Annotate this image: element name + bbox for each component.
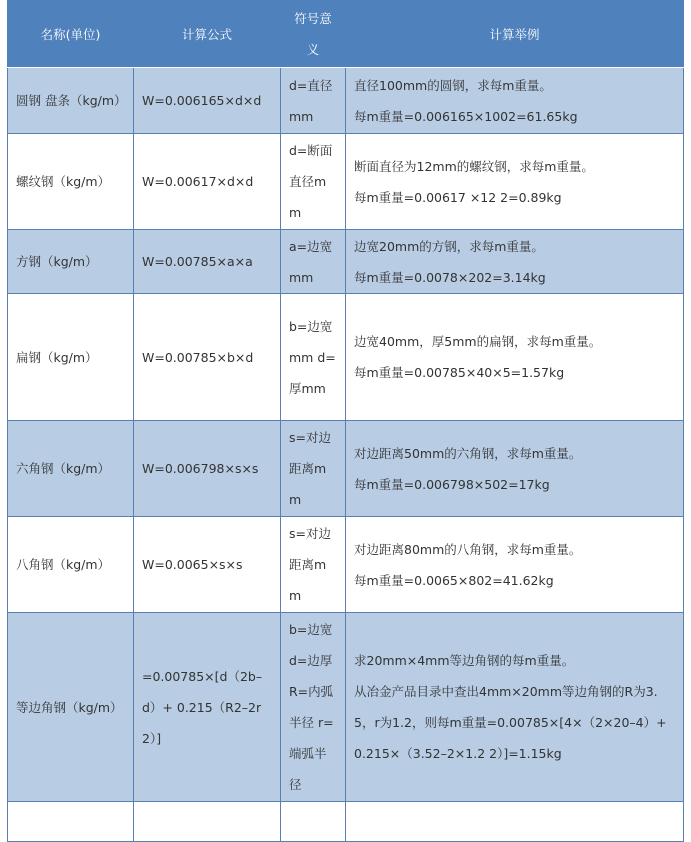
example-answer: 每m重量=0.006798×502=17kg (354, 476, 550, 492)
cell-symbol: b=边宽mm d=厚mm (281, 294, 346, 421)
table-header-row (8, 1, 684, 68)
cell-symbol: s=对边距离mm (281, 421, 346, 517)
example-question: 直径100mm的圆钢，求每m重量。 (354, 77, 552, 93)
example-answer: 每m重量=0.006165×1002=61.65kg (354, 108, 578, 124)
table-row (8, 613, 684, 802)
table-row (8, 230, 684, 294)
cell-empty (281, 802, 346, 842)
table-row (8, 421, 684, 517)
cell-empty (8, 802, 134, 842)
cell-formula: W=0.00785×b×d (134, 294, 281, 421)
cell-symbol: b=边宽 d=边厚 R=内弧半径 r=端弧半径 (281, 613, 346, 802)
example-question: 对边距离80mm的八角钢，求每m重量。 (354, 541, 582, 557)
cell-formula: W=0.006798×s×s (134, 421, 281, 517)
example-answer: 每m重量=0.00617 ×12 2=0.89kg (354, 189, 562, 205)
cell-symbol: a=边宽mm (281, 230, 346, 294)
cell-name: 六角钢（kg/m） (8, 421, 134, 517)
cell-empty (346, 802, 684, 842)
cell-empty (134, 802, 281, 842)
example-question: 断面直径为12mm的螺纹钢，求每m重量。 (354, 158, 594, 174)
header-example: 计算举例 (346, 1, 684, 68)
example-answer: 每m重量=0.0065×802=41.62kg (354, 572, 554, 588)
steel-weight-table (7, 0, 684, 842)
cell-example (346, 134, 684, 230)
example-question: 对边距离50mm的六角钢，求每m重量。 (354, 445, 582, 461)
cell-formula: =0.00785×[d（2b–d）+ 0.215（R2–2r2）] (134, 613, 281, 802)
header-symbol-meaning: 符号意义 (281, 1, 346, 68)
cell-example (346, 517, 684, 613)
cell-example (346, 294, 684, 421)
header-formula: 计算公式 (134, 1, 281, 68)
table-row (8, 294, 684, 421)
cell-name: 八角钢（kg/m） (8, 517, 134, 613)
example-question: 边宽20mm的方钢，求每m重量。 (354, 238, 544, 254)
cell-example (346, 68, 684, 134)
example-question: 边宽40mm，厚5mm的扁钢，求每m重量。 (354, 334, 602, 349)
cell-symbol: s=对边距离mm (281, 517, 346, 613)
table-row (8, 68, 684, 134)
example-answer: 每m重量=0.0078×202=3.14kg (354, 269, 546, 285)
cell-example (346, 613, 684, 802)
cell-name: 圆钢 盘条（kg/m） (8, 68, 134, 134)
example-answer: 每m重量=0.00785×40×5=1.57kg (354, 365, 565, 380)
cell-example (346, 230, 684, 294)
cell-name: 等边角钢（kg/m） (8, 613, 134, 802)
cell-formula: W=0.00785×a×a (134, 230, 281, 294)
example-question: 求20mm×4mm等边角钢的每m重量。 (354, 653, 575, 668)
cell-name: 方钢（kg/m） (8, 230, 134, 294)
cell-formula: W=0.00617×d×d (134, 134, 281, 230)
cell-symbol: d=断面直径mm (281, 134, 346, 230)
header-name-unit: 名称(单位) (8, 1, 134, 68)
example-answer: 从冶金产品目录中查出4mm×20mm等边角钢的R为3.5，r为1.2，则每m重量=0.00785×[4×（2×20–4）+0.215×（3.52–2×1.2 2）]=1.15kg (354, 684, 667, 761)
cell-example (346, 421, 684, 517)
table-row-partial (8, 802, 684, 842)
table-row (8, 134, 684, 230)
table-row (8, 517, 684, 613)
cell-formula: W=0.006165×d×d (134, 68, 281, 134)
cell-name: 扁钢（kg/m） (8, 294, 134, 421)
cell-symbol: d=直径mm (281, 68, 346, 134)
cell-formula: W=0.0065×s×s (134, 517, 281, 613)
cell-name: 螺纹钢（kg/m） (8, 134, 134, 230)
